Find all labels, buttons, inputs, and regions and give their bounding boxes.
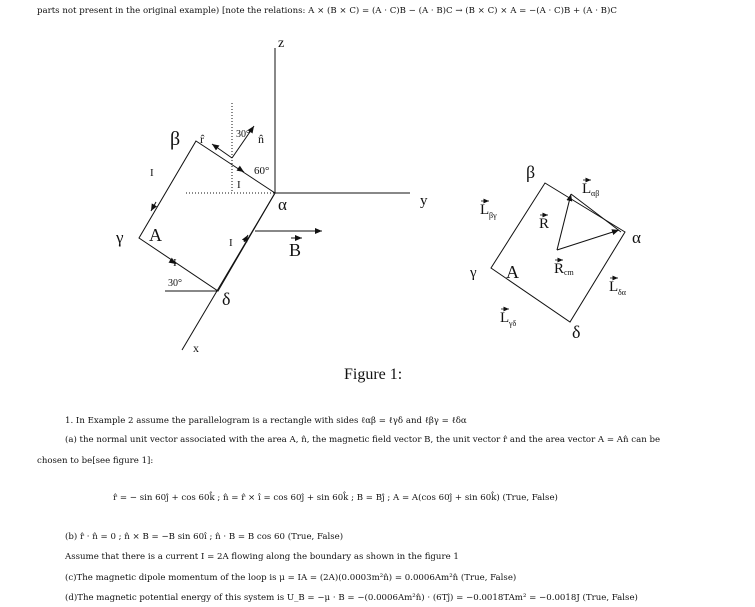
part-c: (c)The magnetic dipole momentum of the loop is μ = IA = (2A)(0.0003m²n̂) = 0.0006Am²n̂ (True, False) <box>65 573 517 583</box>
delta-label: δ <box>222 289 231 309</box>
r-hat-vector <box>212 144 232 158</box>
axis-x-label: x <box>193 341 199 355</box>
right-beta-label: β <box>526 162 536 182</box>
problem-line-2: (a) the normal unit vector associated with the area A, n̂, the magnetic field vector B, the unit vector r̂ and the area vector A = An̂ can be <box>65 435 661 445</box>
intro-text: parts not present in the original example) [note the relations: A × (B × C) = (A · C)B − (A · B)C → (B × C) × A = −(A · C)B + (A · B)C <box>37 6 617 16</box>
right-delta-label: δ <box>572 322 581 342</box>
gamma-label: γ <box>116 228 124 247</box>
r-cm-vector <box>557 230 619 250</box>
current-arrow-top <box>238 168 244 172</box>
l-da-sub: δα <box>618 288 626 297</box>
beta-label: β <box>170 128 181 150</box>
l-ab-label: L <box>582 181 592 197</box>
angle-30-bottom-label: 30° <box>168 278 182 289</box>
current-statement: Assume that there is a current I = 2A flowing along the boundary as shown in the figure 1 <box>65 552 459 562</box>
l-da-label: L <box>609 279 619 295</box>
r-label: R <box>539 216 550 232</box>
part-b: (b) r̂ · n̂ = 0 ; n̂ × B = −B sin 60î ; n̂ · B = B cos 60 (True, False) <box>65 532 344 542</box>
right-gamma-label: γ <box>470 265 477 281</box>
l-ab-sub: αβ <box>591 189 600 198</box>
l-by-sub: βγ <box>489 211 497 220</box>
problem-line-1: 1. In Example 2 assume the parallelogram is a rectangle with sides ℓαβ = ℓγδ and ℓβγ = ℓδα <box>65 416 467 426</box>
area-label: A <box>149 225 162 245</box>
figure-caption: Figure 1: <box>344 366 403 383</box>
alpha-label: α <box>278 195 287 214</box>
l-by-label: L <box>480 202 490 218</box>
current-label-1: I <box>150 167 154 179</box>
l-yd-label: L <box>500 310 510 326</box>
r-vector <box>557 194 571 250</box>
loop-parallelogram <box>139 141 275 291</box>
diagonal <box>571 194 621 232</box>
right-area-label: A <box>506 262 519 282</box>
n-hat-label: n̂ <box>258 132 264 146</box>
axis-y-label: y <box>420 193 428 209</box>
angle-30-top-label: 30° <box>236 129 250 140</box>
l-yd-sub: γδ <box>509 319 517 328</box>
current-label-4: I <box>173 257 177 269</box>
r-cm-label: R <box>554 261 565 277</box>
part-d: (d)The magnetic potential energy of this system is U_B = −μ · B = −(0.0006Am²n̂) · (6Tĵ) = −0.0018TAm² = −0.0018J (True, False) <box>65 593 638 603</box>
current-label-3: I <box>229 237 233 249</box>
r-cm-sub: cm <box>564 268 574 277</box>
axis-z-label: z <box>278 36 285 51</box>
right-parallelogram <box>491 183 625 322</box>
r-hat-label: r̂ <box>200 132 204 146</box>
right-alpha-label: α <box>632 228 641 247</box>
b-field-label: B <box>289 240 302 260</box>
problem-line-3: chosen to be[see figure 1]: <box>37 456 154 466</box>
equation-a: r̂ = − sin 60ĵ + cos 60k̂ ; n̂ = r̂ × î = cos 60ĵ + sin 60k̂ ; B = Bĵ ; A = A(cos 60ĵ + sin 60k̂) (True, False) <box>113 493 558 503</box>
angle-60-label: 60° <box>254 165 270 177</box>
current-label-2: I <box>237 179 241 191</box>
